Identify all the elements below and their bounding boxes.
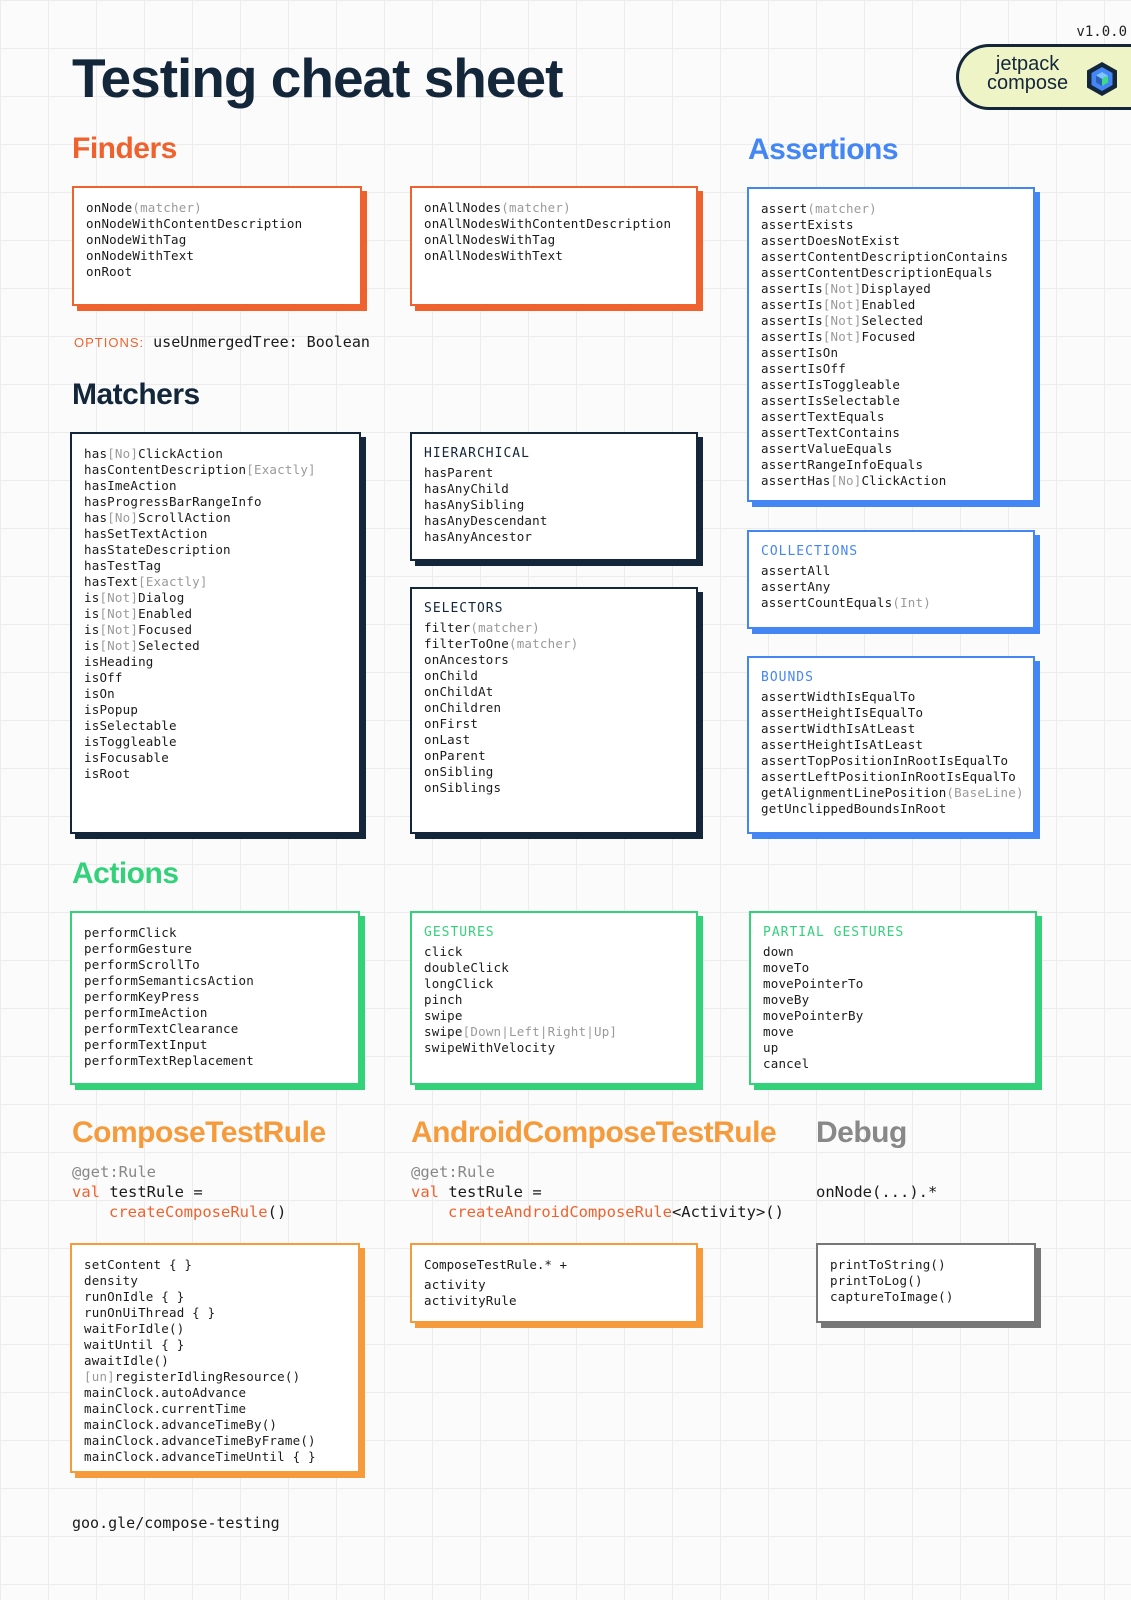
hierarchical-card	[410, 432, 698, 561]
assertions-heading: Assertions	[748, 133, 899, 166]
list-item: filterToOne(matcher)	[424, 636, 579, 651]
list-item: waitForIdle()	[84, 1321, 185, 1336]
android-rule-list	[424, 1277, 684, 1309]
hierarchical-title: HIERARCHICAL	[424, 446, 530, 461]
list-item: assertRangeInfoEquals	[761, 457, 924, 472]
finders-single-card	[72, 186, 362, 306]
list-item: swipe	[424, 1008, 463, 1023]
selectors-title: SELECTORS	[424, 601, 504, 616]
rule-factory: createComposeRule	[109, 1203, 268, 1221]
options-label: OPTIONS:	[74, 335, 145, 350]
list-item: onParent	[424, 748, 486, 763]
list-item: assertWidthIsAtLeast	[761, 721, 916, 736]
list-item: assertAll	[761, 563, 831, 578]
list-item: runOnIdle { }	[84, 1289, 185, 1304]
list-item: runOnUiThread { }	[84, 1305, 216, 1320]
selectors-card	[410, 587, 698, 834]
list-item: isSelectable	[84, 718, 177, 733]
rule-annotation: @get:Rule	[72, 1163, 156, 1181]
partial-gestures-title: PARTIAL GESTURES	[763, 925, 905, 940]
finders-all-list	[424, 200, 684, 264]
matchers-card	[70, 432, 361, 834]
list-item: onSibling	[424, 764, 494, 779]
android-rule-declaration: testRule =	[439, 1183, 542, 1201]
list-item: move	[763, 1024, 794, 1039]
list-item: getAlignmentLinePosition(BaseLine)	[761, 785, 1024, 800]
assertions-card	[747, 187, 1035, 502]
actions-list	[84, 925, 346, 1069]
actions-heading: Actions	[72, 857, 179, 890]
gestures-list	[424, 944, 684, 1056]
list-item: swipeWithVelocity	[424, 1040, 556, 1055]
list-item: assertContentDescriptionEquals	[761, 265, 993, 280]
list-item: onAllNodes(matcher)	[424, 200, 571, 215]
debug-usage: onNode(...).*	[816, 1183, 938, 1201]
list-item: hasContentDescription[Exactly]	[84, 462, 316, 477]
compose-rule-card	[70, 1243, 360, 1473]
list-item: performKeyPress	[84, 989, 200, 1004]
list-item: hasSetTextAction	[84, 526, 208, 541]
debug-card	[816, 1243, 1036, 1323]
compose-rule-heading: ComposeTestRule	[72, 1116, 326, 1149]
finders-single-list	[86, 200, 348, 280]
list-item: performTextInput	[84, 1037, 208, 1052]
list-item: pinch	[424, 992, 463, 1007]
list-item: assertCountEquals(Int)	[761, 595, 931, 610]
list-item: onLast	[424, 732, 471, 747]
list-item: assertIs[Not]Focused	[761, 329, 916, 344]
gestures-title: GESTURES	[424, 925, 495, 940]
list-item: isPopup	[84, 702, 139, 717]
list-item: assertValueEquals	[761, 441, 893, 456]
list-item: printToLog()	[830, 1273, 923, 1288]
rule-declaration: testRule =	[100, 1183, 203, 1201]
list-item: assertIsSelectable	[761, 393, 901, 408]
android-rule-heading: AndroidComposeTestRule	[411, 1116, 777, 1149]
selectors-list	[424, 620, 684, 796]
list-item: onAllNodesWithText	[424, 248, 564, 263]
finders-options	[74, 333, 370, 351]
matchers-list	[84, 446, 347, 782]
list-item: activity	[424, 1277, 486, 1292]
list-item: onAncestors	[424, 652, 509, 667]
list-item: performTextClearance	[84, 1021, 239, 1036]
list-item: hasAnyChild	[424, 481, 509, 496]
list-item: mainClock.advanceTimeBy()	[84, 1417, 278, 1432]
list-item: isOn	[84, 686, 115, 701]
list-item: performGesture	[84, 941, 193, 956]
list-item: isToggleable	[84, 734, 177, 749]
list-item: performTextReplacement	[84, 1053, 254, 1068]
list-item: movePointerTo	[763, 976, 864, 991]
list-item: hasAnyDescendant	[424, 513, 548, 528]
list-item: assertHeightIsEqualTo	[761, 705, 924, 720]
list-item: hasAnySibling	[424, 497, 525, 512]
list-item: onAllNodesWithTag	[424, 232, 556, 247]
list-item: mainClock.currentTime	[84, 1401, 247, 1416]
list-item: assertExists	[761, 217, 854, 232]
list-item: assertHas[No]ClickAction	[761, 473, 947, 488]
list-item: longClick	[424, 976, 494, 991]
list-item: performScrollTo	[84, 957, 200, 972]
list-item: hasProgressBarRangeInfo	[84, 494, 262, 509]
list-item: movePointerBy	[763, 1008, 864, 1023]
list-item: onChildren	[424, 700, 502, 715]
list-item: onAllNodesWithContentDescription	[424, 216, 672, 231]
android-rule-card	[410, 1243, 698, 1323]
list-item: onChild	[424, 668, 479, 683]
list-item: isHeading	[84, 654, 154, 669]
list-item: assertTextEquals	[761, 409, 885, 424]
bounds-card	[747, 656, 1035, 834]
list-item: hasText[Exactly]	[84, 574, 208, 589]
collections-title: COLLECTIONS	[761, 544, 859, 559]
list-item: assertTopPositionInRootIsEqualTo	[761, 753, 1009, 768]
list-item: getUnclippedBoundsInRoot	[761, 801, 947, 816]
list-item: moveTo	[763, 960, 810, 975]
partial-gestures-list	[763, 944, 1023, 1072]
collections-list	[761, 563, 1021, 611]
list-item: onNodeWithText	[86, 248, 195, 263]
list-item: isOff	[84, 670, 123, 685]
list-item: onNodeWithContentDescription	[86, 216, 303, 231]
compose-rule-list	[84, 1257, 346, 1465]
logo-line1: jetpack	[995, 53, 1060, 75]
list-item: waitUntil { }	[84, 1337, 185, 1352]
list-item: mainClock.advanceTimeUntil { }	[84, 1449, 316, 1464]
list-item: is[Not]Focused	[84, 622, 193, 637]
version-label: v1.0.0	[1076, 24, 1127, 40]
list-item: onChildAt	[424, 684, 494, 699]
list-item: assertIs[Not]Selected	[761, 313, 924, 328]
list-item: filter(matcher)	[424, 620, 540, 635]
list-item: isRoot	[84, 766, 131, 781]
bounds-title: BOUNDS	[761, 670, 814, 685]
debug-list	[830, 1257, 1022, 1305]
logo-line2: compose	[987, 72, 1069, 94]
list-item: swipe[Down|Left|Right|Up]	[424, 1024, 618, 1039]
list-item: setContent { }	[84, 1257, 193, 1272]
jetpack-compose-logo	[956, 44, 1131, 110]
debug-heading: Debug	[816, 1116, 907, 1149]
val-keyword: val	[72, 1183, 100, 1201]
list-item: mainClock.autoAdvance	[84, 1385, 247, 1400]
list-item: assertAny	[761, 579, 831, 594]
list-item: assertIsToggleable	[761, 377, 901, 392]
list-item: assertIs[Not]Enabled	[761, 297, 916, 312]
android-rule-factory: createAndroidComposeRule	[448, 1203, 672, 1221]
list-item: assertIs[Not]Displayed	[761, 281, 931, 296]
list-item: assert(matcher)	[761, 201, 877, 216]
list-item: assertTextContains	[761, 425, 901, 440]
list-item: is[Not]Selected	[84, 638, 200, 653]
list-item: performSemanticsAction	[84, 973, 254, 988]
android-rule-snippet	[411, 1162, 784, 1222]
list-item: assertContentDescriptionContains	[761, 249, 1009, 264]
list-item: onSiblings	[424, 780, 502, 795]
android-val-keyword: val	[411, 1183, 439, 1201]
list-item: assertLeftPositionInRootIsEqualTo	[761, 769, 1016, 784]
matchers-heading: Matchers	[72, 378, 200, 411]
list-item: printToString()	[830, 1257, 946, 1272]
android-rule-first: ComposeTestRule.* +	[424, 1257, 567, 1272]
list-item: down	[763, 944, 794, 959]
list-item: onNode(matcher)	[86, 200, 202, 215]
hierarchical-list	[424, 465, 684, 545]
assertions-list	[761, 201, 1021, 489]
list-item: is[Not]Dialog	[84, 590, 185, 605]
list-item: performClick	[84, 925, 177, 940]
list-item: assertDoesNotExist	[761, 233, 901, 248]
list-item: hasParent	[424, 465, 494, 480]
list-item: onFirst	[424, 716, 479, 731]
page-title: Testing cheat sheet	[72, 47, 563, 109]
finders-all-card	[410, 186, 698, 306]
bounds-list	[761, 689, 1024, 817]
list-item: is[Not]Enabled	[84, 606, 193, 621]
actions-card	[70, 911, 360, 1085]
list-item: hasAnyAncestor	[424, 529, 533, 544]
rule-factory-tail: ()	[267, 1203, 287, 1221]
compose-hexagon-icon	[1085, 61, 1119, 97]
list-item: hasStateDescription	[84, 542, 231, 557]
list-item: up	[763, 1040, 779, 1055]
compose-rule-snippet	[72, 1162, 286, 1222]
list-item: has[No]ClickAction	[84, 446, 224, 461]
list-item: click	[424, 944, 463, 959]
list-item: has[No]ScrollAction	[84, 510, 231, 525]
collections-card	[747, 530, 1035, 629]
list-item: onRoot	[86, 264, 133, 279]
finders-heading: Finders	[72, 132, 177, 165]
footer-link[interactable]: goo.gle/compose-testing	[72, 1514, 280, 1532]
list-item: performImeAction	[84, 1005, 208, 1020]
list-item: mainClock.advanceTimeByFrame()	[84, 1433, 316, 1448]
list-item: activityRule	[424, 1293, 517, 1308]
android-rule-factory-tail: <Activity>()	[671, 1203, 784, 1221]
list-item: assertHeightIsAtLeast	[761, 737, 924, 752]
list-item: hasTestTag	[84, 558, 162, 573]
options-value: useUnmergedTree: Boolean	[153, 333, 370, 351]
partial-gestures-card	[749, 911, 1037, 1085]
list-item: moveBy	[763, 992, 810, 1007]
list-item: hasImeAction	[84, 478, 177, 493]
list-item: assertIsOn	[761, 345, 839, 360]
android-rule-annotation: @get:Rule	[411, 1163, 495, 1181]
list-item: onNodeWithTag	[86, 232, 187, 247]
list-item: assertWidthIsEqualTo	[761, 689, 916, 704]
list-item: density	[84, 1273, 139, 1288]
list-item: doubleClick	[424, 960, 509, 975]
list-item: captureToImage()	[830, 1289, 954, 1304]
list-item: assertIsOff	[761, 361, 846, 376]
list-item: isFocusable	[84, 750, 169, 765]
list-item: [un]registerIdlingResource()	[84, 1369, 301, 1384]
list-item: awaitIdle()	[84, 1353, 169, 1368]
gestures-card	[410, 911, 698, 1085]
list-item: cancel	[763, 1056, 810, 1071]
